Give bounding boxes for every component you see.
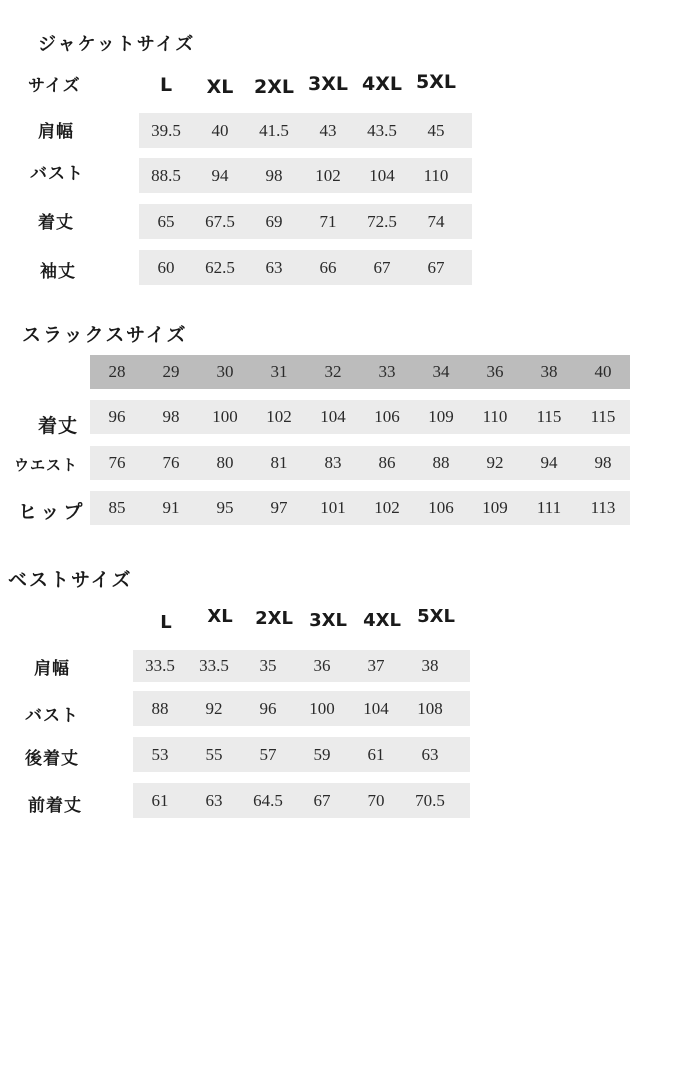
jacket-row-label-length: 着丈 <box>38 213 74 233</box>
jacket-size-2xl: 2XL <box>254 76 294 98</box>
vest-row-front-length <box>133 783 470 818</box>
value-cell: 72.5 <box>367 211 397 231</box>
vest-row-bust <box>133 691 470 726</box>
slacks-size-cell: 31 <box>270 362 288 381</box>
value-cell: 88.5 <box>151 165 181 185</box>
value-cell: 91 <box>162 498 180 517</box>
jacket-row-label-sleeve: 袖丈 <box>40 262 76 282</box>
value-cell: 102 <box>374 498 400 517</box>
value-cell: 104 <box>363 698 389 718</box>
value-cell: 36 <box>313 656 331 675</box>
value-cell: 92 <box>205 698 223 718</box>
vest-row-label-bust: バスト <box>25 706 79 726</box>
slacks-size-cell: 29 <box>162 362 180 381</box>
value-cell: 110 <box>423 165 449 185</box>
value-cell: 61 <box>151 790 169 810</box>
value-cell: 98 <box>265 165 283 185</box>
jacket-size-4xl: 4XL <box>362 73 402 95</box>
value-cell: 108 <box>417 698 443 718</box>
value-cell: 109 <box>428 407 454 426</box>
jacket-row-label-shoulder: 肩幅 <box>38 122 74 142</box>
value-cell: 81 <box>270 453 288 472</box>
vest-size-3xl: 3XL <box>309 610 347 631</box>
value-cell: 35 <box>259 656 277 675</box>
slacks-size-cell: 33 <box>378 362 396 381</box>
value-cell: 45 <box>427 120 445 140</box>
slacks-size-header <box>90 355 630 389</box>
slacks-size-cell: 32 <box>324 362 342 381</box>
value-cell: 39.5 <box>151 120 181 140</box>
slacks-size-cell: 36 <box>486 362 504 381</box>
jacket-size-5xl: 5XL <box>416 71 456 93</box>
value-cell: 98 <box>594 453 612 472</box>
value-cell: 85 <box>108 498 126 517</box>
value-cell: 83 <box>324 453 342 472</box>
value-cell: 102 <box>315 165 341 185</box>
value-cell: 74 <box>427 211 445 231</box>
value-cell: 63 <box>421 744 439 764</box>
vest-row-shoulder <box>133 650 470 682</box>
value-cell: 76 <box>162 453 180 472</box>
vest-title: ベストサイズ <box>8 569 133 591</box>
value-cell: 37 <box>367 656 385 675</box>
value-cell: 70 <box>367 790 385 810</box>
value-cell: 33.5 <box>145 656 175 675</box>
value-cell: 115 <box>590 407 616 426</box>
jacket-size-xl: XL <box>206 76 234 98</box>
value-cell: 110 <box>482 407 508 426</box>
value-cell: 76 <box>108 453 126 472</box>
jacket-row-label-bust: バスト <box>30 164 84 184</box>
value-cell: 113 <box>590 498 616 517</box>
vest-size-xl: XL <box>207 606 233 627</box>
value-cell: 40 <box>211 120 229 140</box>
slacks-size-cell: 34 <box>432 362 450 381</box>
value-cell: 62.5 <box>205 257 235 277</box>
slacks-size-cell: 38 <box>540 362 558 381</box>
slacks-size-cell: 40 <box>594 362 612 381</box>
value-cell: 94 <box>211 165 229 185</box>
value-cell: 95 <box>216 498 234 517</box>
jacket-row-sleeve <box>139 250 472 285</box>
value-cell: 41.5 <box>259 120 289 140</box>
vest-size-l: L <box>160 612 172 633</box>
value-cell: 43.5 <box>367 120 397 140</box>
slacks-row-label-length: 着丈 <box>38 415 79 437</box>
slacks-row-label-waist: ウエスト <box>14 456 79 474</box>
value-cell: 67.5 <box>205 211 235 231</box>
value-cell: 69 <box>265 211 283 231</box>
slacks-row-label-hip: ヒップ <box>18 501 87 523</box>
value-cell: 55 <box>205 744 223 764</box>
slacks-row-length <box>90 400 630 434</box>
value-cell: 53 <box>151 744 169 764</box>
value-cell: 67 <box>427 257 445 277</box>
vest-row-label-shoulder: 肩幅 <box>34 659 70 679</box>
vest-row-label-front-length: 前着丈 <box>28 796 82 816</box>
slacks-row-hip <box>90 491 630 525</box>
value-cell: 88 <box>432 453 450 472</box>
jacket-row-shoulder <box>139 113 472 148</box>
value-cell: 92 <box>486 453 504 472</box>
value-cell: 100 <box>212 407 238 426</box>
value-cell: 70.5 <box>415 790 445 810</box>
vest-row-back-length <box>133 737 470 772</box>
value-cell: 67 <box>373 257 391 277</box>
value-cell: 96 <box>259 698 277 718</box>
vest-size-2xl: 2XL <box>255 608 293 629</box>
value-cell: 100 <box>309 698 335 718</box>
value-cell: 97 <box>270 498 288 517</box>
value-cell: 102 <box>266 407 292 426</box>
value-cell: 65 <box>157 211 175 231</box>
vest-size-header <box>139 606 463 633</box>
value-cell: 57 <box>259 744 277 764</box>
value-cell: 33.5 <box>199 656 229 675</box>
jacket-row-bust <box>139 158 472 193</box>
jacket-title: ジャケットサイズ <box>38 34 196 55</box>
value-cell: 109 <box>482 498 508 517</box>
value-cell: 38 <box>421 656 439 675</box>
value-cell: 63 <box>205 790 223 810</box>
value-cell: 67 <box>313 790 331 810</box>
value-cell: 80 <box>216 453 234 472</box>
value-cell: 104 <box>320 407 346 426</box>
value-cell: 106 <box>374 407 400 426</box>
value-cell: 64.5 <box>253 790 283 810</box>
value-cell: 104 <box>369 165 395 185</box>
slacks-size-cell: 30 <box>216 362 234 381</box>
value-cell: 96 <box>108 407 126 426</box>
value-cell: 94 <box>540 453 558 472</box>
value-cell: 111 <box>536 498 562 517</box>
value-cell: 106 <box>428 498 454 517</box>
jacket-size-3xl: 3XL <box>308 73 348 95</box>
value-cell: 98 <box>162 407 180 426</box>
slacks-size-cell: 28 <box>108 362 126 381</box>
jacket-row-length <box>139 204 472 239</box>
value-cell: 63 <box>265 257 283 277</box>
vest-size-4xl: 4XL <box>363 610 401 631</box>
value-cell: 101 <box>320 498 346 517</box>
jacket-size-l: L <box>159 74 173 96</box>
jacket-header-label: サイズ <box>28 76 81 96</box>
vest-row-label-back-length: 後着丈 <box>25 749 79 769</box>
value-cell: 88 <box>151 698 169 718</box>
value-cell: 59 <box>313 744 331 764</box>
value-cell: 86 <box>378 453 396 472</box>
value-cell: 61 <box>367 744 385 764</box>
value-cell: 71 <box>319 211 337 231</box>
jacket-size-header <box>139 70 463 98</box>
value-cell: 66 <box>319 257 337 277</box>
slacks-row-waist <box>90 446 630 480</box>
value-cell: 115 <box>536 407 562 426</box>
value-cell: 43 <box>319 120 337 140</box>
value-cell: 60 <box>157 257 175 277</box>
slacks-title: スラックスサイズ <box>22 324 188 346</box>
vest-size-5xl: 5XL <box>417 606 455 627</box>
